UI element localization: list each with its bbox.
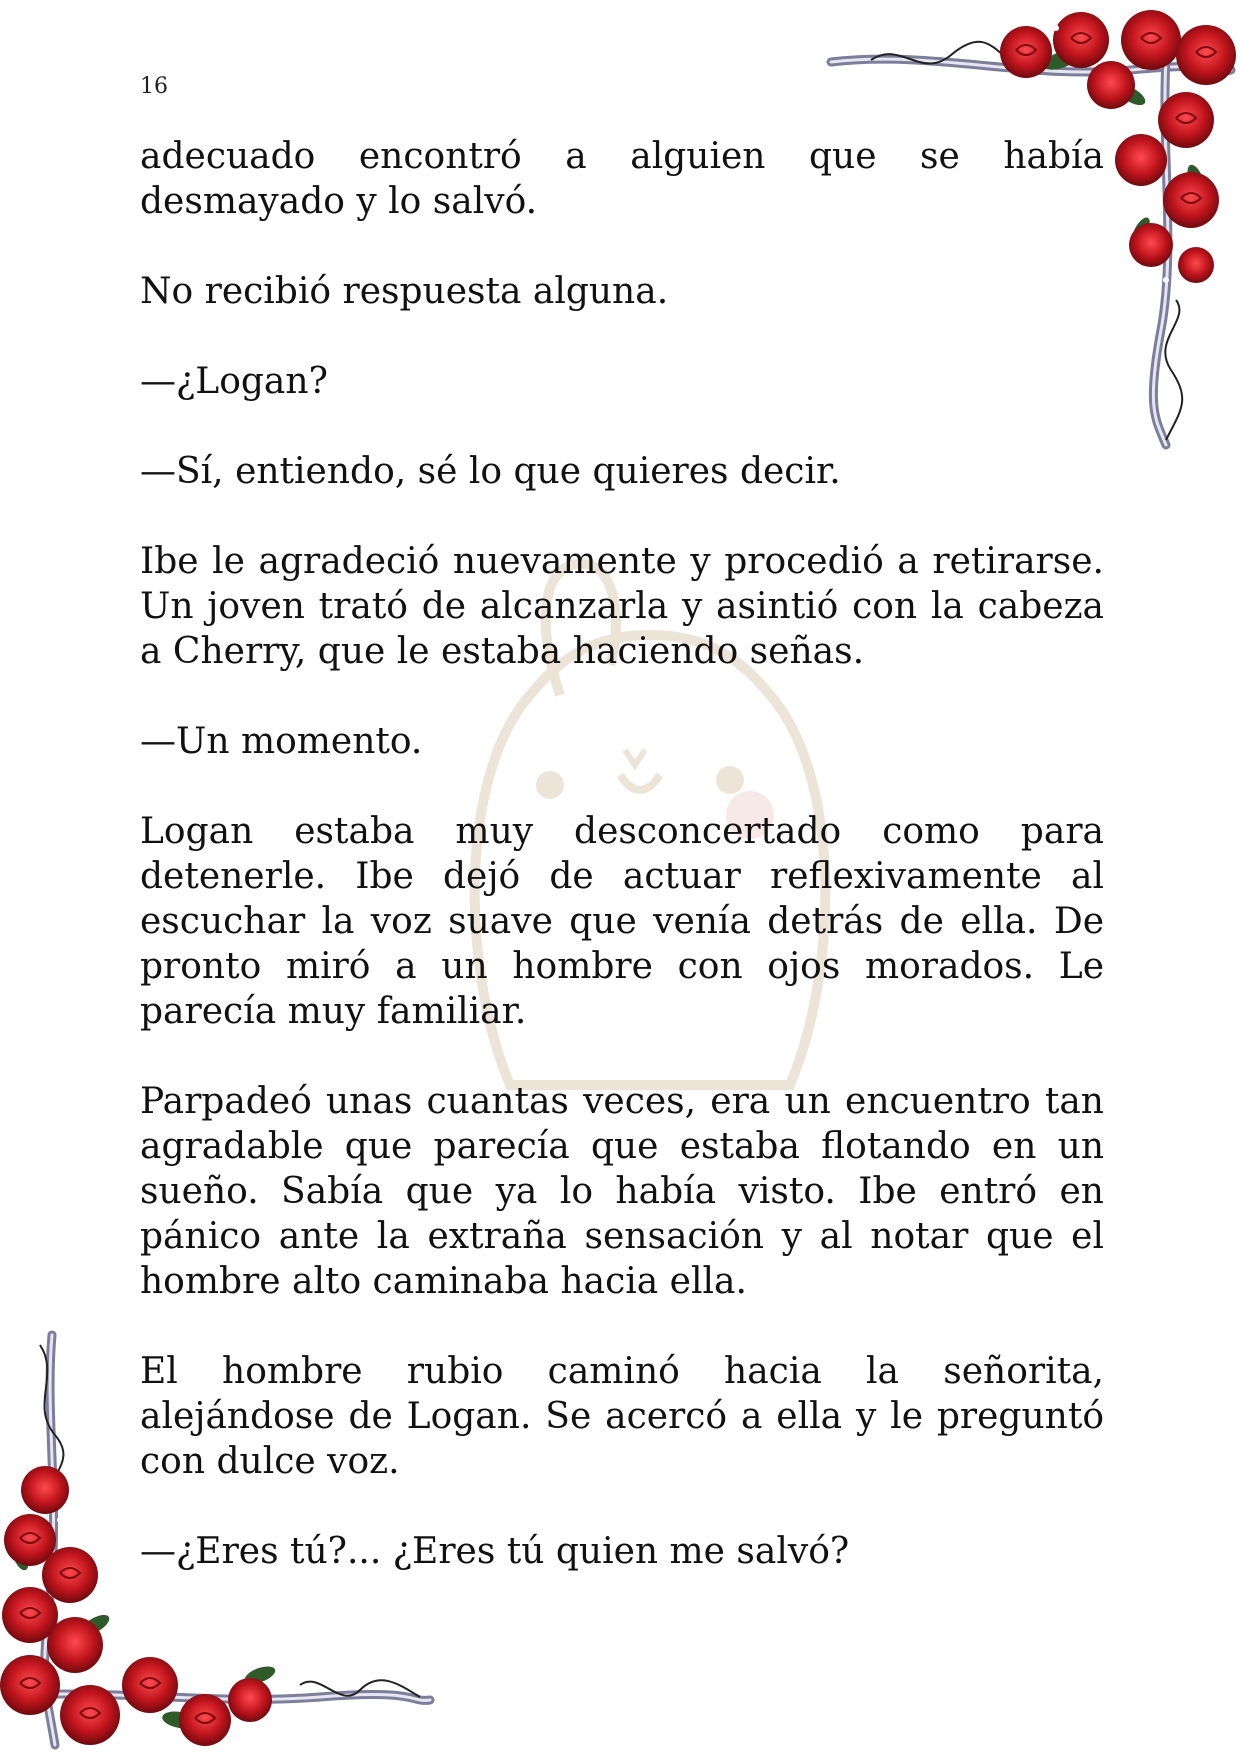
paragraph: No recibió respuesta alguna.	[140, 271, 669, 312]
paragraph: adecuado encontró a alguien que se había desmayado y lo salvó.	[140, 136, 1104, 222]
dialogue-line: —Un momento.	[140, 721, 423, 762]
paragraph: Parpadeó unas cuantas veces, era un encuentro tan agradable que parecía que estaba flotando en un sueño. Sabía que ya lo había visto. Ibe entró en pánico ante la extraña sensación y al notar que el hombre alto caminaba hacia ella.	[140, 1081, 1104, 1302]
page-number: 16	[140, 74, 168, 99]
paragraph: Logan estaba muy desconcertado como para detenerle. Ibe dejó de actuar reflexivamente al escuchar la voz suave que venía detrás de ella. De pronto miró a un hombre con ojos morados. Le parecía muy familiar.	[140, 811, 1104, 1032]
dialogue-line: —¿Logan?	[140, 361, 328, 402]
dialogue-line: —¿Eres tú?... ¿Eres tú quien me salvó?	[140, 1531, 850, 1572]
dialogue-line: —Sí, entiendo, sé lo que quieres decir.	[140, 451, 841, 492]
paragraph: El hombre rubio caminó hacia la señorita, alejándose de Logan. Se acercó a ella y le preguntó con dulce voz.	[140, 1351, 1104, 1482]
paragraph: Ibe le agradeció nuevamente y procedió a retirarse. Un joven trató de alcanzarla y asintió con la cabeza a Cherry, que le estaba haciendo señas.	[140, 541, 1104, 672]
body-text	[140, 134, 1104, 1619]
